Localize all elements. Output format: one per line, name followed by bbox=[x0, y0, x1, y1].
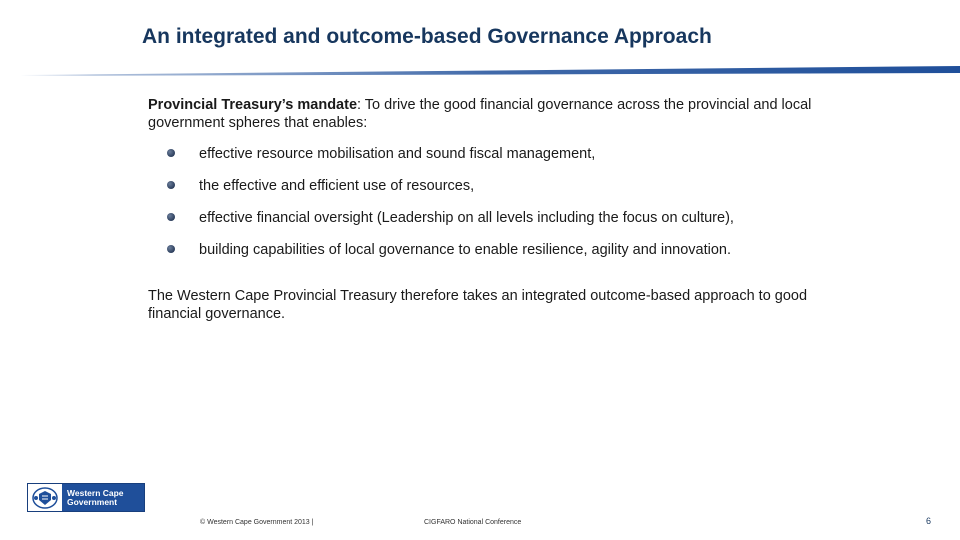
conclusion-paragraph: The Western Cape Provincial Treasury therefore takes an integrated outcome-based approach to good financial governance. bbox=[148, 288, 808, 322]
bullet-icon bbox=[167, 181, 175, 189]
list-item-text: effective financial oversight (Leadership on all levels including the focus on culture), bbox=[199, 210, 734, 226]
list-item-text: building capabilities of local governance to enable resilience, agility and innovation. bbox=[199, 242, 732, 258]
bullet-icon bbox=[167, 245, 175, 253]
logo-wordmark bbox=[67, 489, 124, 507]
list-item bbox=[148, 170, 828, 202]
content-body bbox=[148, 96, 828, 323]
title-divider bbox=[0, 64, 960, 80]
mandate-text: : To drive the good financial governance across the provincial and local government spheres that enables: bbox=[148, 97, 812, 131]
page-number: 6 bbox=[926, 516, 932, 526]
list-item bbox=[148, 202, 828, 234]
logo-line-1: Western Cape bbox=[67, 487, 124, 498]
list-item bbox=[148, 138, 828, 170]
list-item-text: the effective and efficient use of resources, bbox=[199, 178, 475, 194]
bullet-icon bbox=[167, 213, 175, 221]
footer-event-name: CIGFARO National Conference bbox=[424, 519, 522, 526]
mandate-list bbox=[148, 138, 828, 266]
slide-title: An integrated and outcome-based Governance Approach bbox=[142, 25, 712, 48]
list-item-text: effective resource mobilisation and sound fiscal management, bbox=[199, 146, 596, 162]
coat-of-arms-icon bbox=[28, 484, 62, 511]
bullet-icon bbox=[167, 149, 175, 157]
western-cape-government-logo bbox=[27, 483, 145, 512]
mandate-label: Provincial Treasury’s mandate bbox=[148, 97, 358, 113]
logo-line-2: Government bbox=[67, 496, 118, 507]
footer-copyright: © Western Cape Government 2013 | bbox=[200, 519, 314, 526]
intro-paragraph bbox=[148, 96, 828, 132]
list-item bbox=[148, 234, 828, 266]
